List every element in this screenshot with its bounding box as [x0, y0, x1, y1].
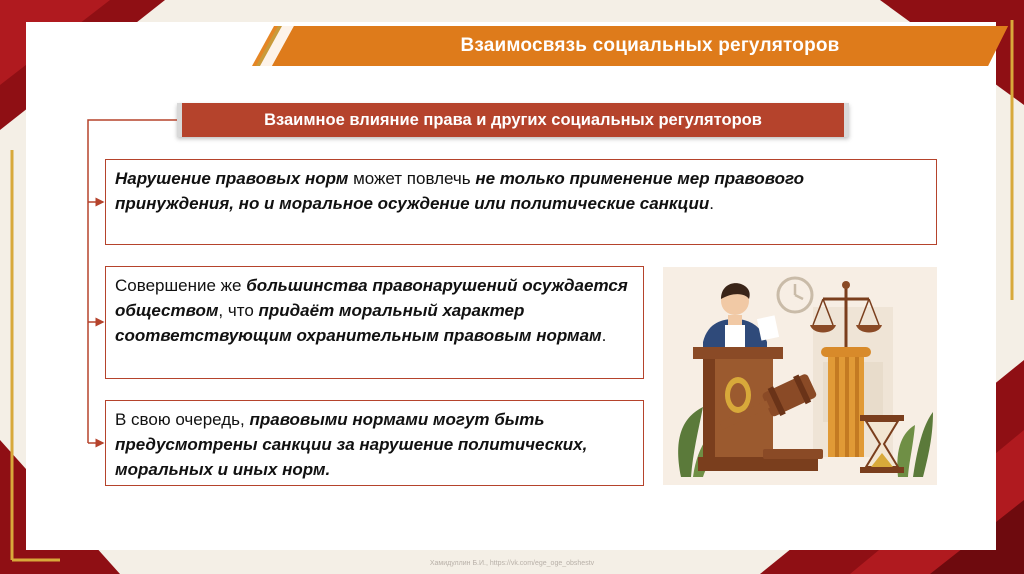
- statement-text-run: Совершение же: [115, 276, 247, 295]
- footer-credit: Хамидуллин Б.И., https://vk.com/ege_oge_obshestv: [429, 560, 595, 567]
- statement-box-violation: [105, 159, 937, 245]
- statement-text-run: В свою очередь,: [115, 410, 250, 429]
- statement-text-run: , что: [218, 301, 259, 320]
- statement-text-run: придаёт моральный характер соответствующим охранительным правовым нормам: [115, 301, 602, 345]
- justice-illustration: [663, 267, 937, 485]
- statement-box-moral-condemnation: [105, 266, 644, 379]
- statement-text-run: большинства правонарушений осуждается обществом: [115, 276, 628, 320]
- statement-text-run: правовыми нормами могут быть предусмотрены санкции за нарушение политических, моральных и иных норм.: [115, 410, 588, 479]
- column-icon: [821, 347, 871, 457]
- section-subtitle: Взаимное влияние права и других социальных регуляторов: [177, 103, 849, 137]
- statement-text-run: может повлечь: [348, 169, 476, 188]
- statement-text-run: не только применение мер правового принуждения, но и моральное осуждение или политические санкции: [115, 169, 805, 213]
- statement-text-run: .: [709, 194, 715, 213]
- statement-text-run: Нарушение правовых норм: [115, 169, 349, 188]
- statement-text-run: .: [601, 326, 607, 345]
- page-title: Взаимосвязь социальных регуляторов: [460, 35, 840, 56]
- statement-box-sanctions: [105, 400, 644, 486]
- clock-icon: [778, 278, 812, 312]
